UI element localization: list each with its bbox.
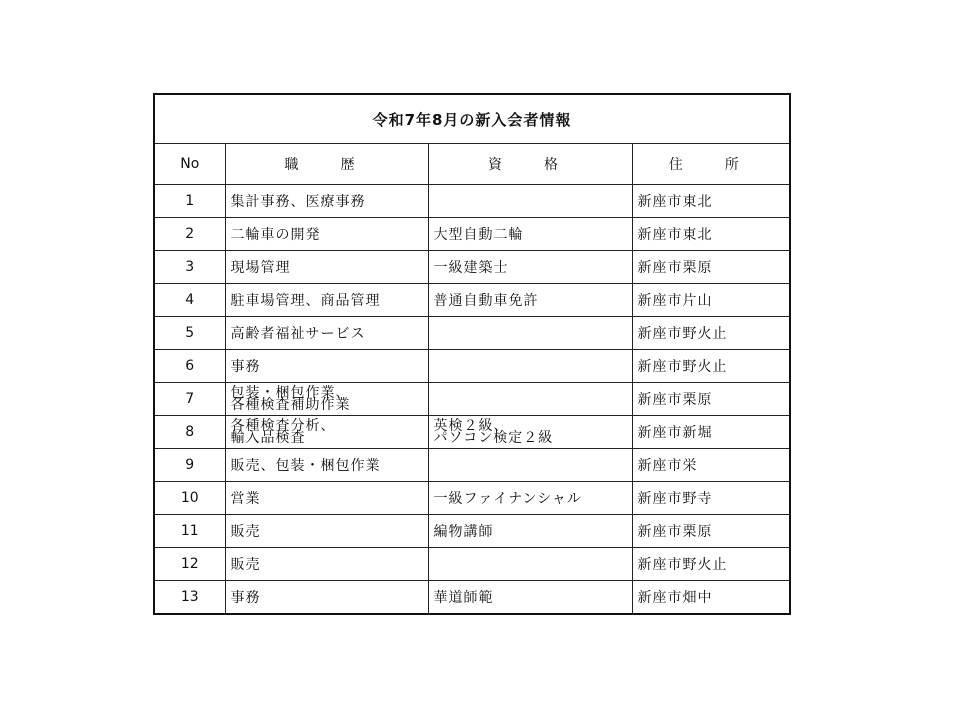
- cell-address: 新座市野火止: [632, 548, 790, 581]
- cell-address: 新座市畑中: [632, 581, 790, 615]
- cell-career: [225, 416, 428, 449]
- cell-qualification: [428, 317, 632, 350]
- cell-career: 集計事務、医療事務: [225, 185, 428, 218]
- cell-address: 新座市新堀: [632, 416, 790, 449]
- header-career: 職 歴: [225, 144, 428, 185]
- cell-qualification: [428, 416, 632, 449]
- cell-qualification: [428, 548, 632, 581]
- cell-career: 駐車場管理、商品管理: [225, 284, 428, 317]
- cell-career: 二輪車の開発: [225, 218, 428, 251]
- cell-no: 7: [154, 383, 225, 416]
- cell-no: 9: [154, 449, 225, 482]
- cell-no: 2: [154, 218, 225, 251]
- cell-no: 12: [154, 548, 225, 581]
- cell-address: 新座市栗原: [632, 251, 790, 284]
- cell-address: 新座市野火止: [632, 350, 790, 383]
- table-row: [154, 383, 790, 416]
- cell-career: 営業: [225, 482, 428, 515]
- header-row: [154, 144, 790, 185]
- cell-career: 販売、包装・梱包作業: [225, 449, 428, 482]
- cell-qualification: [428, 449, 632, 482]
- cell-qualification: 華道師範: [428, 581, 632, 615]
- career-line: 包装・梱包作業、: [230, 385, 351, 401]
- cell-qualification: 一級ファイナンシャル: [428, 482, 632, 515]
- cell-address: 新座市野寺: [632, 482, 790, 515]
- cell-address: 新座市片山: [632, 284, 790, 317]
- cell-career: 現場管理: [225, 251, 428, 284]
- cell-no: 4: [154, 284, 225, 317]
- table-row: [154, 482, 790, 515]
- new-member-table: [153, 93, 791, 615]
- cell-qualification: [428, 185, 632, 218]
- qualification-line: パソコン検定２級: [433, 430, 554, 446]
- cell-address: 新座市栗原: [632, 383, 790, 416]
- cell-career: [225, 383, 428, 416]
- table-row: [154, 416, 790, 449]
- table-row: [154, 185, 790, 218]
- table-row: [154, 548, 790, 581]
- cell-address: 新座市東北: [632, 218, 790, 251]
- header-qualification: 資 格: [428, 144, 632, 185]
- table-row: [154, 449, 790, 482]
- cell-qualification: 普通自動車免許: [428, 284, 632, 317]
- cell-no: 11: [154, 515, 225, 548]
- cell-qualification: 一級建築士: [428, 251, 632, 284]
- header-address: 住 所: [632, 144, 790, 185]
- cell-career: 事務: [225, 581, 428, 615]
- cell-no: 13: [154, 581, 225, 615]
- cell-address: 新座市栄: [632, 449, 790, 482]
- cell-career: 販売: [225, 515, 428, 548]
- table-row: [154, 251, 790, 284]
- career-line: 各種検査補助作業: [230, 397, 351, 413]
- table-row: [154, 581, 790, 615]
- table-row: [154, 218, 790, 251]
- cell-no: 6: [154, 350, 225, 383]
- cell-no: 5: [154, 317, 225, 350]
- career-line: 輸入品検査: [230, 430, 306, 446]
- new-member-document: [153, 93, 789, 615]
- table-body: [154, 185, 790, 615]
- table-row: [154, 284, 790, 317]
- cell-no: 8: [154, 416, 225, 449]
- career-line: 各種検査分析、: [230, 418, 336, 434]
- cell-address: 新座市栗原: [632, 515, 790, 548]
- table-row: [154, 317, 790, 350]
- table-row: [154, 350, 790, 383]
- cell-career: 高齢者福祉サービス: [225, 317, 428, 350]
- table-row: [154, 515, 790, 548]
- cell-address: 新座市野火止: [632, 317, 790, 350]
- cell-no: 1: [154, 185, 225, 218]
- cell-qualification: [428, 383, 632, 416]
- cell-qualification: 編物講師: [428, 515, 632, 548]
- cell-qualification: 大型自動二輪: [428, 218, 632, 251]
- cell-qualification: [428, 350, 632, 383]
- table-title: 令和7年8月の新入会者情報: [154, 94, 790, 144]
- cell-career: 販売: [225, 548, 428, 581]
- header-no: No: [154, 144, 225, 185]
- cell-address: 新座市東北: [632, 185, 790, 218]
- cell-career: 事務: [225, 350, 428, 383]
- qualification-line: 英検２級、: [433, 418, 509, 434]
- cell-no: 10: [154, 482, 225, 515]
- cell-no: 3: [154, 251, 225, 284]
